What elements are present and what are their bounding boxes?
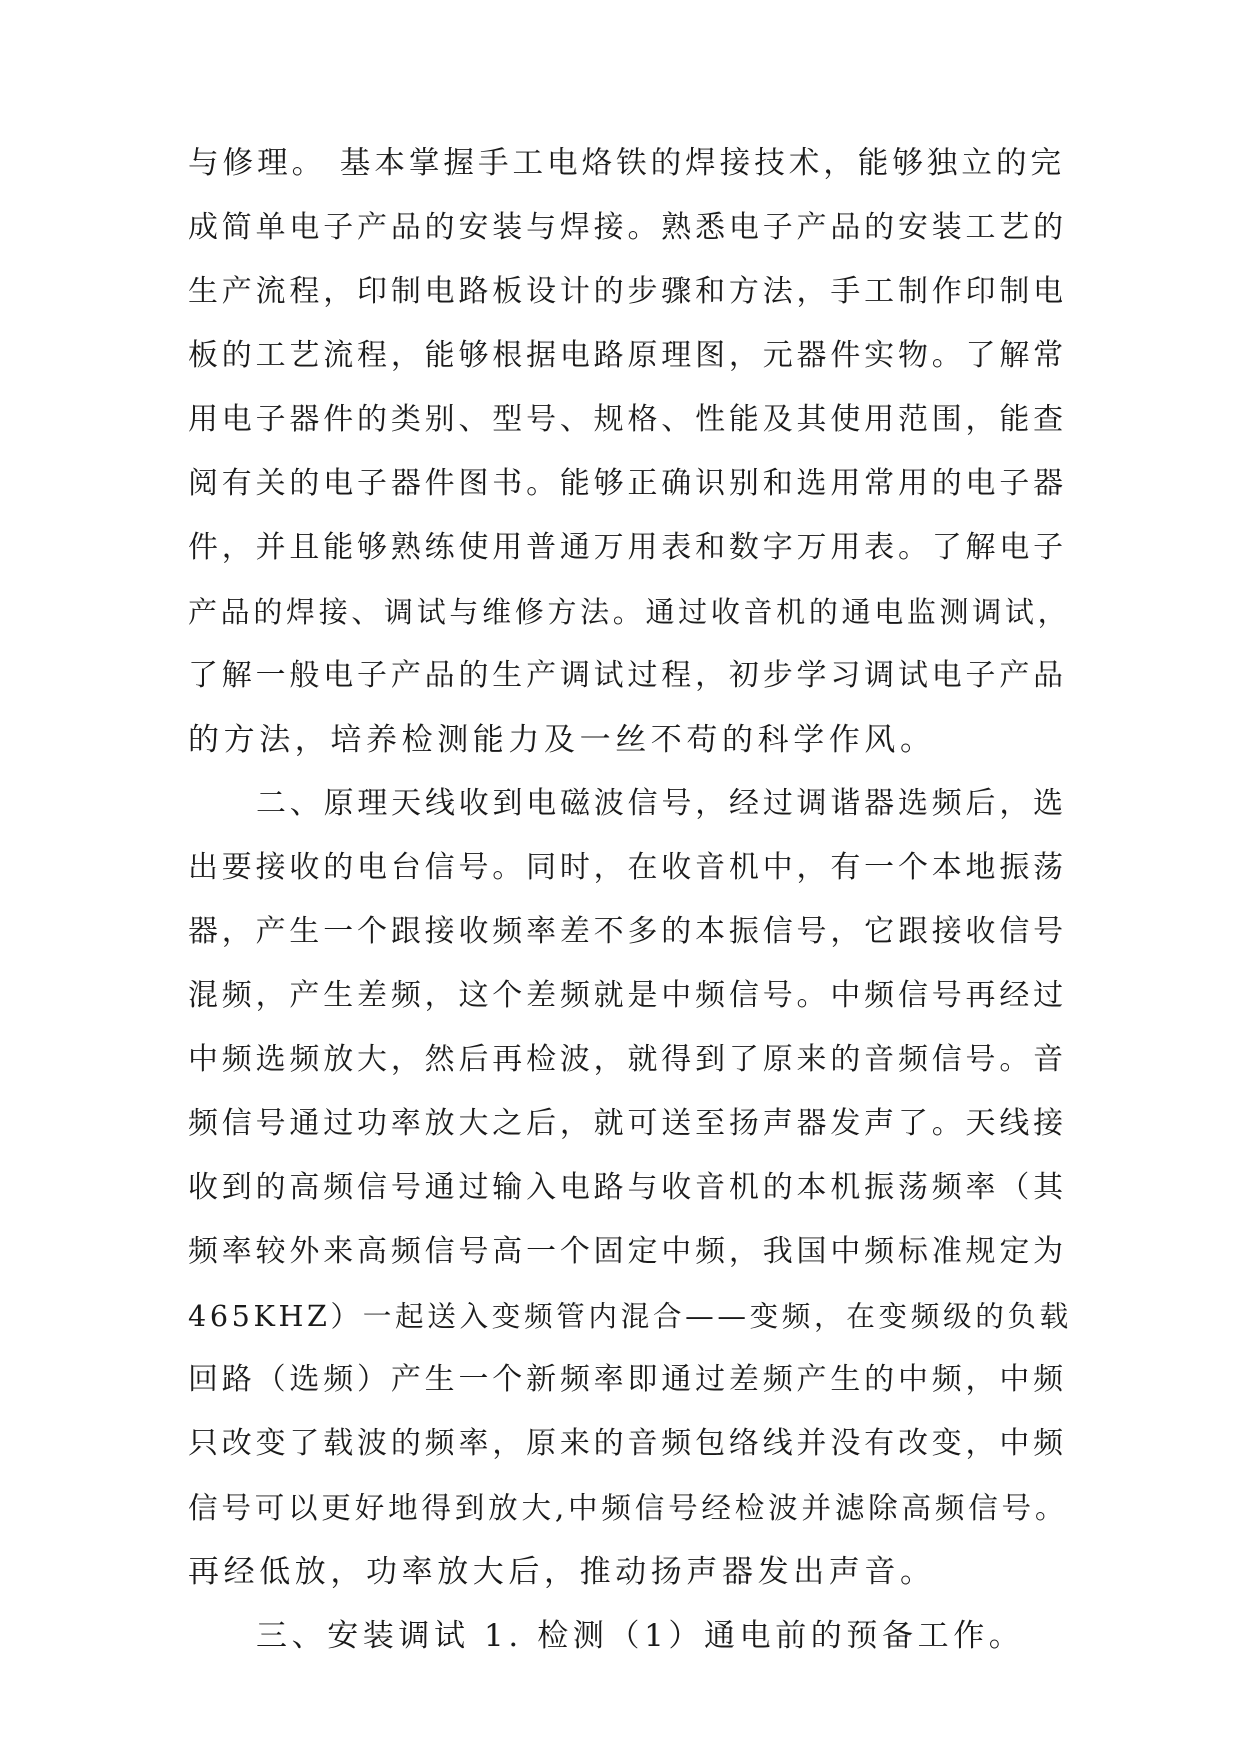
text-line: 了解一般电子产品的生产调试过程，初步学习调试电子产品 [188, 658, 1067, 693]
text-line: 频率较外来高频信号高一个固定中频，我国中频标准规定为 [188, 1234, 1067, 1269]
text-line: 件，并且能够熟练使用普通万用表和数字万用表。了解电子 [188, 530, 1067, 565]
text-line: 二、原理天线收到电磁波信号，经过调谐器选频后，选 [256, 786, 1067, 821]
text-line: 成简单电子产品的安装与焊接。熟悉电子产品的安装工艺的 [188, 210, 1067, 245]
text-line: 回路（选频）产生一个新频率即通过差频产生的中频，中频 [188, 1362, 1067, 1397]
document-body [188, 132, 1072, 1668]
text-line: 中频选频放大，然后再检波，就得到了原来的音频信号。音 [188, 1042, 1067, 1077]
text-line: 混频，产生差频，这个差频就是中频信号。中频信号再经过 [188, 978, 1067, 1013]
paragraph-installation [188, 1604, 1064, 1668]
text-line: 频信号通过功率放大之后，就可送至扬声器发声了。天线接 [188, 1106, 1067, 1141]
text-line: 与修理。 基本掌握手工电烙铁的焊接技术，能够独立的完 [188, 146, 1066, 181]
text-line: 器，产生一个跟接收频率差不多的本振信号，它跟接收信号 [188, 914, 1067, 949]
text-line: 阅有关的电子器件图书。能够正确识别和选用常用的电子器 [188, 466, 1067, 501]
text-line: 465KHZ）一起送入变频管内混合——变频，在变频级的负载 [188, 1299, 1072, 1333]
paragraph-principle [188, 772, 1072, 1604]
text-line: 用电子器件的类别、型号、规格、性能及其使用范围，能查 [188, 402, 1067, 437]
paragraph-objectives [188, 132, 1071, 772]
text-line: 产品的焊接、调试与维修方法。通过收音机的通电监测调试， [188, 595, 1071, 629]
text-line: 收到的高频信号通过输入电路与收音机的本机振荡频率（其 [188, 1170, 1067, 1205]
text-line: 的方法，培养检测能力及一丝不苟的科学作风。 [188, 722, 936, 758]
section-heading: 三、安装调试 1. 检测（1）通电前的预备工作。 [256, 1618, 1025, 1654]
text-line: 生产流程，印制电路板设计的步骤和方法，手工制作印制电 [188, 274, 1067, 309]
text-line: 再经低放，功率放大后，推动扬声器发出声音。 [188, 1554, 936, 1590]
text-line: 板的工艺流程，能够根据电路原理图，元器件实物。了解常 [188, 338, 1067, 373]
text-line: 出要接收的电台信号。同时，在收音机中，有一个本地振荡 [188, 850, 1067, 885]
text-line: 信号可以更好地得到放大,中频信号经检波并滤除高频信号。 [188, 1491, 1069, 1525]
text-line: 只改变了载波的频率，原来的音频包络线并没有改变，中频 [188, 1426, 1067, 1461]
